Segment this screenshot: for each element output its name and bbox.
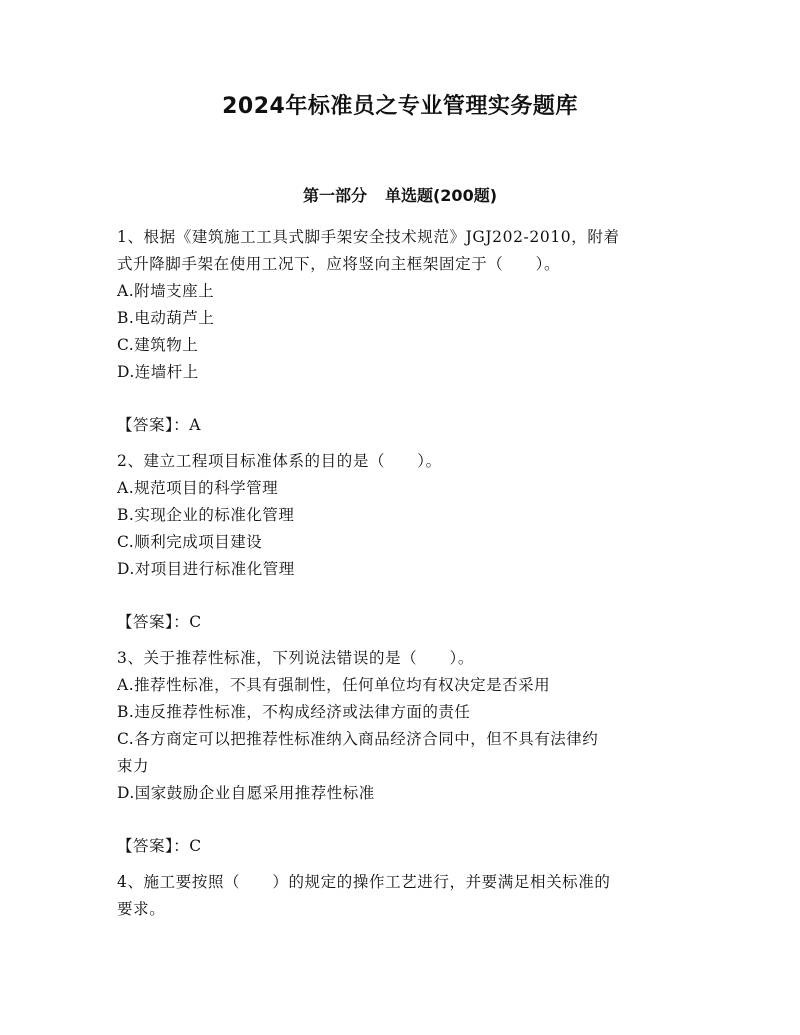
question-stem-line: 要求。 — [117, 900, 166, 918]
option-c: C.各方商定可以把推荐性标准纳入商品经济合同中，但不具有法律约 — [117, 730, 599, 748]
question-list — [117, 224, 683, 923]
option-d: D.对项目进行标准化管理 — [117, 560, 295, 578]
question-stem-line: 式升降脚手架在使用工况下，应将竖向主框架固定于（ ）。 — [117, 255, 561, 273]
section-heading — [0, 184, 800, 208]
question-stem-line: 4、施工要按照（ ）的规定的操作工艺进行，并要满足相关标准的 — [117, 873, 611, 891]
section-name: 单选题(200题) — [384, 186, 498, 205]
option-a: A.推荐性标准，不具有强制性，任何单位均有权决定是否采用 — [117, 676, 551, 694]
option-c-continued: 束力 — [117, 757, 150, 775]
option-b: B.电动葫芦上 — [117, 309, 215, 327]
question-3 — [117, 645, 683, 860]
question-stem-line: 1、根据《建筑施工工具式脚手架安全技术规范》JGJ202-2010，附着 — [117, 228, 620, 246]
option-c: C.顺利完成项目建设 — [117, 533, 263, 551]
answer-label: 【答案】：C — [117, 613, 202, 631]
page-title: 2024年标准员之专业管理实务题库 — [222, 94, 578, 119]
option-c: C.建筑物上 — [117, 336, 199, 354]
question-stem-line: 2、建立工程项目标准体系的目的是（ ）。 — [117, 452, 442, 470]
option-b: B.违反推荐性标准，不构成经济或法律方面的责任 — [117, 703, 471, 721]
question-4 — [117, 869, 683, 923]
option-a: A.规范项目的科学管理 — [117, 479, 279, 497]
answer-label: 【答案】：C — [117, 837, 202, 855]
question-2 — [117, 448, 683, 636]
question-stem-line: 3、关于推荐性标准，下列说法错误的是（ ）。 — [117, 649, 474, 667]
option-d: D.国家鼓励企业自愿采用推荐性标准 — [117, 784, 375, 802]
section-part: 第一部分 — [302, 186, 367, 205]
option-d: D.连墙杆上 — [117, 363, 199, 381]
option-b: B.实现企业的标准化管理 — [117, 506, 295, 524]
option-a: A.附墙支座上 — [117, 282, 215, 300]
question-1 — [117, 224, 683, 439]
answer-label: 【答案】：A — [117, 416, 201, 434]
